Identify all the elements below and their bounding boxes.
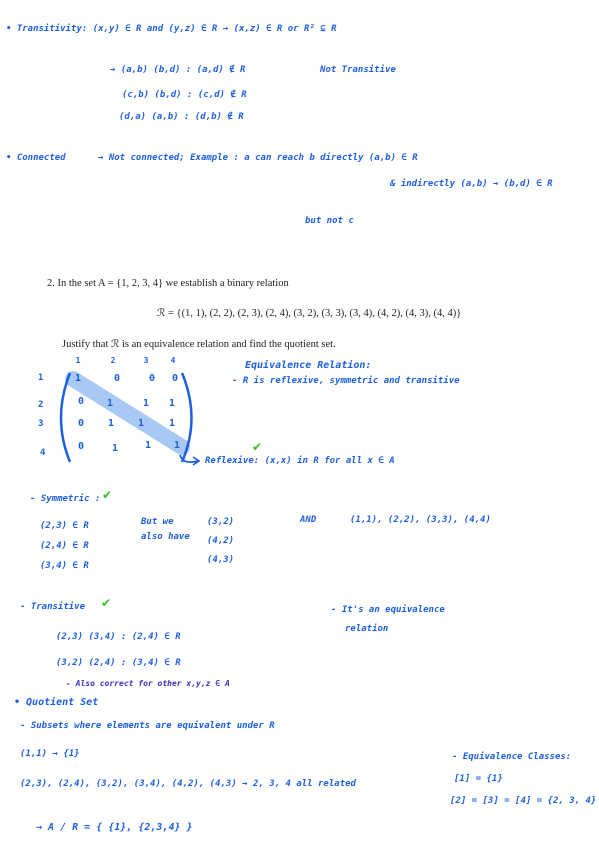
matrix-cell-1-1: 1 <box>74 373 82 384</box>
connected-line-1: → Not connected; Example : a can reach b directly (a,b) ∈ R <box>98 153 418 163</box>
quotient-subsets: - Subsets where elements are equivalent under R <box>20 721 275 731</box>
quotient-heading: • Quotient Set <box>14 697 99 708</box>
matrix-row-header-3: 3 <box>38 419 44 429</box>
matrix-cell-4-4: 1 <box>173 440 181 451</box>
matrix-cell-1-3: 0 <box>148 373 156 384</box>
matrix-cell-4-3: 1 <box>144 440 152 451</box>
not-transitive-label: Not Transitive <box>320 65 396 75</box>
matrix-cell-1-4: 0 <box>171 373 179 384</box>
symmetric-also-have: also have <box>141 532 190 542</box>
symmetric-and: AND <box>300 515 317 525</box>
reflexive-text: Reflexive: (x,x) in R for all x ∈ A <box>205 456 395 466</box>
problem-statement: 2. In the set A = {1, 2, 3, 4} we establish a binary relation <box>47 278 289 289</box>
matrix-cell-4-1: 0 <box>77 441 85 452</box>
matrix-cell-2-3: 1 <box>142 398 150 409</box>
equivalence-classes-title: - Equivalence Classes: <box>452 752 572 762</box>
transitive-heading: - Transitive <box>20 602 86 612</box>
symmetric-reverse-1: (3,2) <box>207 517 235 527</box>
matrix-cell-3-3: 1 <box>137 418 145 429</box>
symmetric-pair-3: (3,4) ∈ R <box>40 561 89 571</box>
symmetric-reverse-2: (4,2) <box>207 536 235 546</box>
matrix-row-header-4: 4 <box>40 448 46 458</box>
connected-line-2: & indirectly (a,b) → (b,d) ∈ R <box>390 179 553 189</box>
symmetric-heading: - Symmetric : <box>30 494 101 504</box>
equivalence-class-1: [1] = {1} <box>454 774 503 784</box>
matrix-col-header-2: 2 <box>110 356 116 365</box>
transitivity-heading: • Transitivity: (x,y) ∈ R and (y,z) ∈ R → (x,z) ∈ R or R² ⊆ R <box>6 24 337 34</box>
matrix-cell-2-2: 1 <box>106 398 114 409</box>
matrix-cell-3-4: 1 <box>168 418 176 429</box>
reflexive-check-icon: ✔ <box>252 440 263 454</box>
equivalence-line: - R is reflexive, symmetric and transitive <box>232 376 460 386</box>
matrix-row-header-1: 1 <box>38 373 44 383</box>
equivalence-title: Equivalence Relation: <box>245 360 372 371</box>
matrix-cell-2-4: 1 <box>168 398 176 409</box>
symmetric-check-icon: ✔ <box>102 488 113 502</box>
conclusion-line-2: relation <box>345 624 389 634</box>
symmetric-diagonal-pairs: (1,1), (2,2), (3,3), (4,4) <box>350 515 491 525</box>
transitivity-line-2: (c,b) (b,d) : (c,d) ∉ R <box>122 90 247 100</box>
transitive-line-2: (3,2) (2,4) : (3,4) ∈ R <box>56 658 181 668</box>
symmetric-pair-1: (2,3) ∈ R <box>40 521 89 531</box>
transitivity-line-1: → (a,b) (b,d) : (a,d) ∉ R <box>110 65 246 75</box>
quotient-set-result: → A / R = { {1}, {2,3,4} } <box>36 822 193 833</box>
matrix-col-header-4: 4 <box>170 356 176 365</box>
matrix-col-header-3: 3 <box>143 356 149 365</box>
matrix-cell-2-1: 0 <box>77 396 85 407</box>
equivalence-class-2: [2] = [3] = [4] = {2, 3, 4} <box>450 796 597 806</box>
transitive-check-icon: ✔ <box>101 596 112 610</box>
matrix-row-header-2: 2 <box>38 400 44 410</box>
matrix-cell-3-1: 0 <box>77 418 85 429</box>
quotient-line-1: (1,1) → {1} <box>20 749 80 759</box>
matrix-cell-4-2: 1 <box>111 443 119 454</box>
symmetric-reverse-3: (4,3) <box>207 555 235 565</box>
connected-heading: • Connected <box>6 153 66 163</box>
matrix-col-header-1: 1 <box>75 356 81 365</box>
matrix-cell-3-2: 1 <box>107 418 115 429</box>
symmetric-pair-2: (2,4) ∈ R <box>40 541 89 551</box>
symmetric-but-we: But we <box>141 517 174 527</box>
connected-line-3: but not c <box>305 216 354 226</box>
transitive-line-1: (2,3) (3,4) : (2,4) ∈ R <box>56 632 181 642</box>
diagonal-highlight <box>73 379 182 447</box>
matrix-cell-1-2: 0 <box>113 373 121 384</box>
relation-definition: ℛ = {(1, 1), (2, 2), (2, 3), (2, 4), (3, 2), (3, 3), (3, 4), (4, 2), (4, 3), (4, 4)} <box>157 308 462 319</box>
problem-task: Justify that ℛ is an equivalence relation and find the quotient set. <box>62 339 336 350</box>
matrix-left-bracket <box>61 373 70 462</box>
transitive-line-3: - Also correct for other x,y,z ∈ A <box>66 679 230 688</box>
conclusion-line-1: - It's an equivalence <box>331 605 445 615</box>
transitivity-line-3: (d,a) (a,b) : (d,b) ∉ R <box>119 112 244 122</box>
quotient-line-2: (2,3), (2,4), (3,2), (3,4), (4,2), (4,3) → 2, 3, 4 all related <box>20 779 356 789</box>
